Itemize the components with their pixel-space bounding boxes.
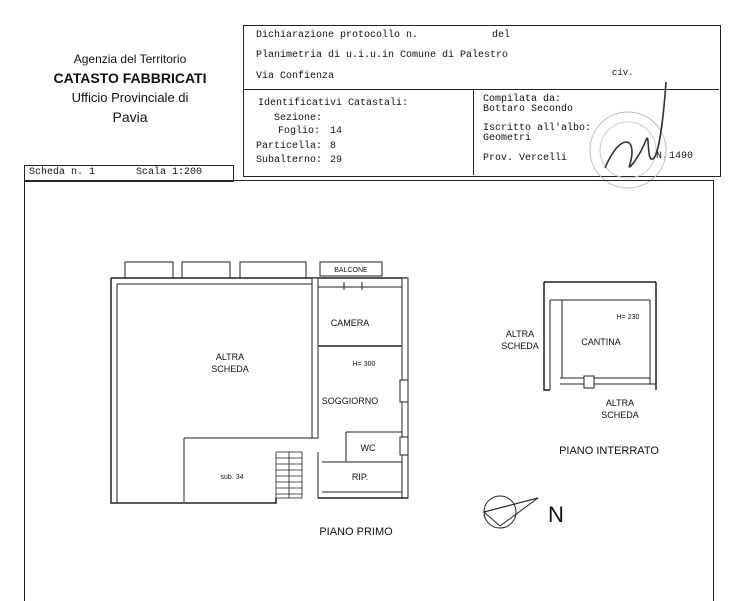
identifiers-title: Identificativi Catastali: — [258, 98, 409, 109]
window-soggiorno — [400, 380, 408, 402]
window-3 — [240, 262, 306, 278]
foglio-label: Foglio: — [278, 126, 321, 137]
window-2 — [182, 262, 230, 278]
catasto-title: CATASTO FABBRICATI — [53, 70, 207, 86]
height-label-interrato: H= 230 — [616, 314, 640, 321]
sezione-label: Sezione: — [274, 113, 323, 124]
subalterno-label: Subalterno: — [256, 155, 323, 166]
balcone-label: BALCONE — [334, 267, 368, 274]
window-wc — [400, 437, 408, 455]
window-1 — [125, 262, 173, 278]
altra-label-primo: ALTRA — [215, 352, 245, 362]
planimetry-label: Planimetria di u.i.u.in Comune di Palestro — [256, 50, 509, 61]
address-label: Via Confienza — [256, 71, 335, 82]
register-number: 1490 — [669, 151, 694, 162]
scheda-label-interrato-2: SCHEDA — [601, 410, 639, 420]
staircase — [276, 452, 302, 498]
rip-label: RIP. — [351, 472, 369, 482]
particella-label: Particella: — [256, 141, 323, 152]
register-label: Iscritto all'albo: — [483, 123, 592, 134]
subalterno-value: 29 — [330, 155, 343, 166]
altra-label-interrato-1: ALTRA — [505, 329, 535, 339]
civ-label: civ. — [612, 68, 634, 78]
foglio-value: 14 — [330, 126, 343, 137]
compiler-name: Bottaro Secondo — [483, 104, 574, 115]
protocol-label: Dichiarazione protocollo n. — [256, 30, 419, 41]
wc-label: WC — [360, 443, 376, 453]
party-wall — [312, 278, 318, 438]
agency-name: Agenzia del Territorio — [73, 52, 187, 66]
piano-interrato-label: PIANO INTERRATO — [559, 445, 659, 457]
cantina-door-post — [584, 376, 594, 388]
scheda-label-primo: SCHEDA — [211, 364, 249, 374]
soggiorno-label: SOGGIORNO — [321, 396, 379, 406]
north-arrow-icon — [484, 496, 538, 528]
cantina-label: CANTINA — [581, 337, 621, 347]
interrato-west-wall — [544, 282, 550, 390]
city-label: Pavia — [112, 109, 148, 125]
register-number-label: N. — [656, 151, 669, 162]
scheda-label: Scheda n. 1 — [29, 167, 96, 178]
compiled-by-label: Compilata da: — [483, 94, 562, 105]
particella-value: 8 — [330, 141, 337, 152]
register-value: Geometri — [483, 133, 532, 144]
date-label: del — [492, 30, 511, 41]
left-outer-wall — [111, 278, 276, 503]
scheda-label-interrato-1: SCHEDA — [501, 341, 539, 351]
camera-label: CAMERA — [330, 318, 370, 328]
scale-label: Scala 1:200 — [136, 167, 203, 178]
height-label-primo: H= 300 — [352, 361, 376, 368]
piano-primo-label: PIANO PRIMO — [319, 526, 393, 538]
north-label: N — [548, 502, 564, 527]
altra-label-interrato-2: ALTRA — [605, 398, 635, 408]
province-label: Prov. Vercelli — [483, 153, 568, 164]
office-label: Ufficio Provinciale di — [71, 90, 189, 105]
sub34-label: sub. 34 — [220, 474, 244, 481]
